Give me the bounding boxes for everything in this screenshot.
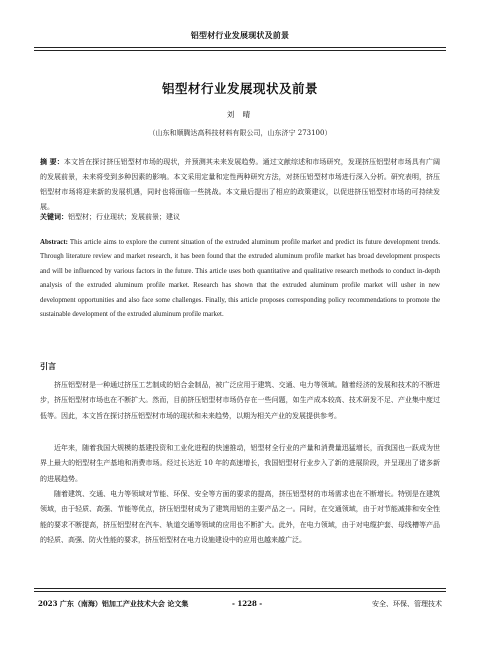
author-affiliation: （山东和顺腾达高科技材料有限公司，山东济宁 273100）: [148, 129, 332, 137]
abstract-chinese: [40, 154, 440, 215]
running-header: 铝型材行业发展现状及前景: [190, 30, 290, 40]
page-footer: [38, 599, 442, 611]
body-paragraph: 近年来，随着我国大规模的基建投资和工业化进程的快速推动，铝型材全行业的产量和消费量迅猛增长，而我国也一跃成为世界上最大的铝型材生产基地和消费市场。经过长达近 10 年的高速增长，我国铝型材行业步入了新的进展阶段，并呈现出了诸多新的进展趋势。: [40, 444, 440, 483]
article-author: 刘 晴: [226, 110, 254, 119]
abstract-chinese-text: 本文旨在探讨挤压铝型材市场的现状，并预测其未来发展趋势。通过文献综述和市场研究，发现挤压铝型材市场具有广阔的发展前景，未来将受到多种因素的影响。本文采用定量和定性两种研究方法，对挤压铝型材市场进行深入分析。研究表明，挤压铝型材市场将迎来新的发展机遇，同时也将面临一些挑战。本文最后提出了相应的政策建议，以促进挤压铝型材市场的可持续发展。: [40, 158, 441, 211]
footer-conference-name: 2023 广东（南海）铝加工产业技术大会 论文集: [38, 599, 189, 608]
keywords-chinese-label: 关键词：: [40, 212, 68, 221]
abstract-english-label: Abstract:: [40, 239, 68, 246]
header-divider: [34, 47, 446, 51]
keywords-chinese: [40, 210, 440, 224]
keywords-chinese-text: 铝型材；行业现状；发展前景；建议: [68, 213, 180, 221]
section-heading-introduction: 引言: [40, 361, 56, 371]
footer-category: 安全、环保、管理技术: [372, 600, 442, 608]
abstract-chinese-label: 摘 要：: [40, 157, 64, 166]
abstract-english-text: This article aims to explore the current situation of the extruded aluminum profile market and predict its future development trends. Through literature review and market research, it has been found that the extruded aluminum profile market has broad development prospects and will be influenced by various factors in the future. This article uses both quantitative and qualitative research methods to conduct in-depth analysis of the extruded aluminum profile market. Research has shown that the extruded aluminum profile market will usher in new development opportunities and also face some challenges. Finally, this article proposes corresponding policy recommendations to promote the sustainable development of the extruded aluminum profile market.: [40, 239, 440, 319]
body-paragraph: 随着建筑、交通、电力等领域对节能、环保、安全等方面的要求的提高，挤压铝型材的市场需求也在不断增长。特别是在建筑领域，由于轻质、高强、节能等优点，挤压铝型材成为了建筑用铝的主要产品之一。同时，在交通领域，由于对节能减排和安全性能的要求不断提高，挤压铝型材在汽车、轨道交通等领域的应用也不断扩大。此外，在电力领域，由于对电缆护套、母线槽等产品的轻质、高强、防火性能的要求，挤压铝型材在电力设施建设中的应用也越来越广泛。: [40, 490, 440, 545]
footer-divider: [34, 588, 446, 592]
abstract-english: [40, 236, 440, 322]
article-title: 铝型材行业发展现状及前景: [161, 81, 318, 96]
body-paragraph: 挤压铝型材是一种通过挤压工艺制成的铝合金制品，被广泛应用于建筑、交通、电力等领域。随着经济的发展和技术的不断进步，挤压铝型材市场也在不断扩大。然而，目前挤压铝型材市场仍存在一些问题，如生产成本较高、技术研发不足、产业集中度过低等。因此，本文旨在探讨挤压铝型材市场的现状和未来趋势，以期为相关产业的发展提供参考。: [40, 381, 440, 420]
footer-page-number: - 1228 -: [232, 599, 263, 608]
